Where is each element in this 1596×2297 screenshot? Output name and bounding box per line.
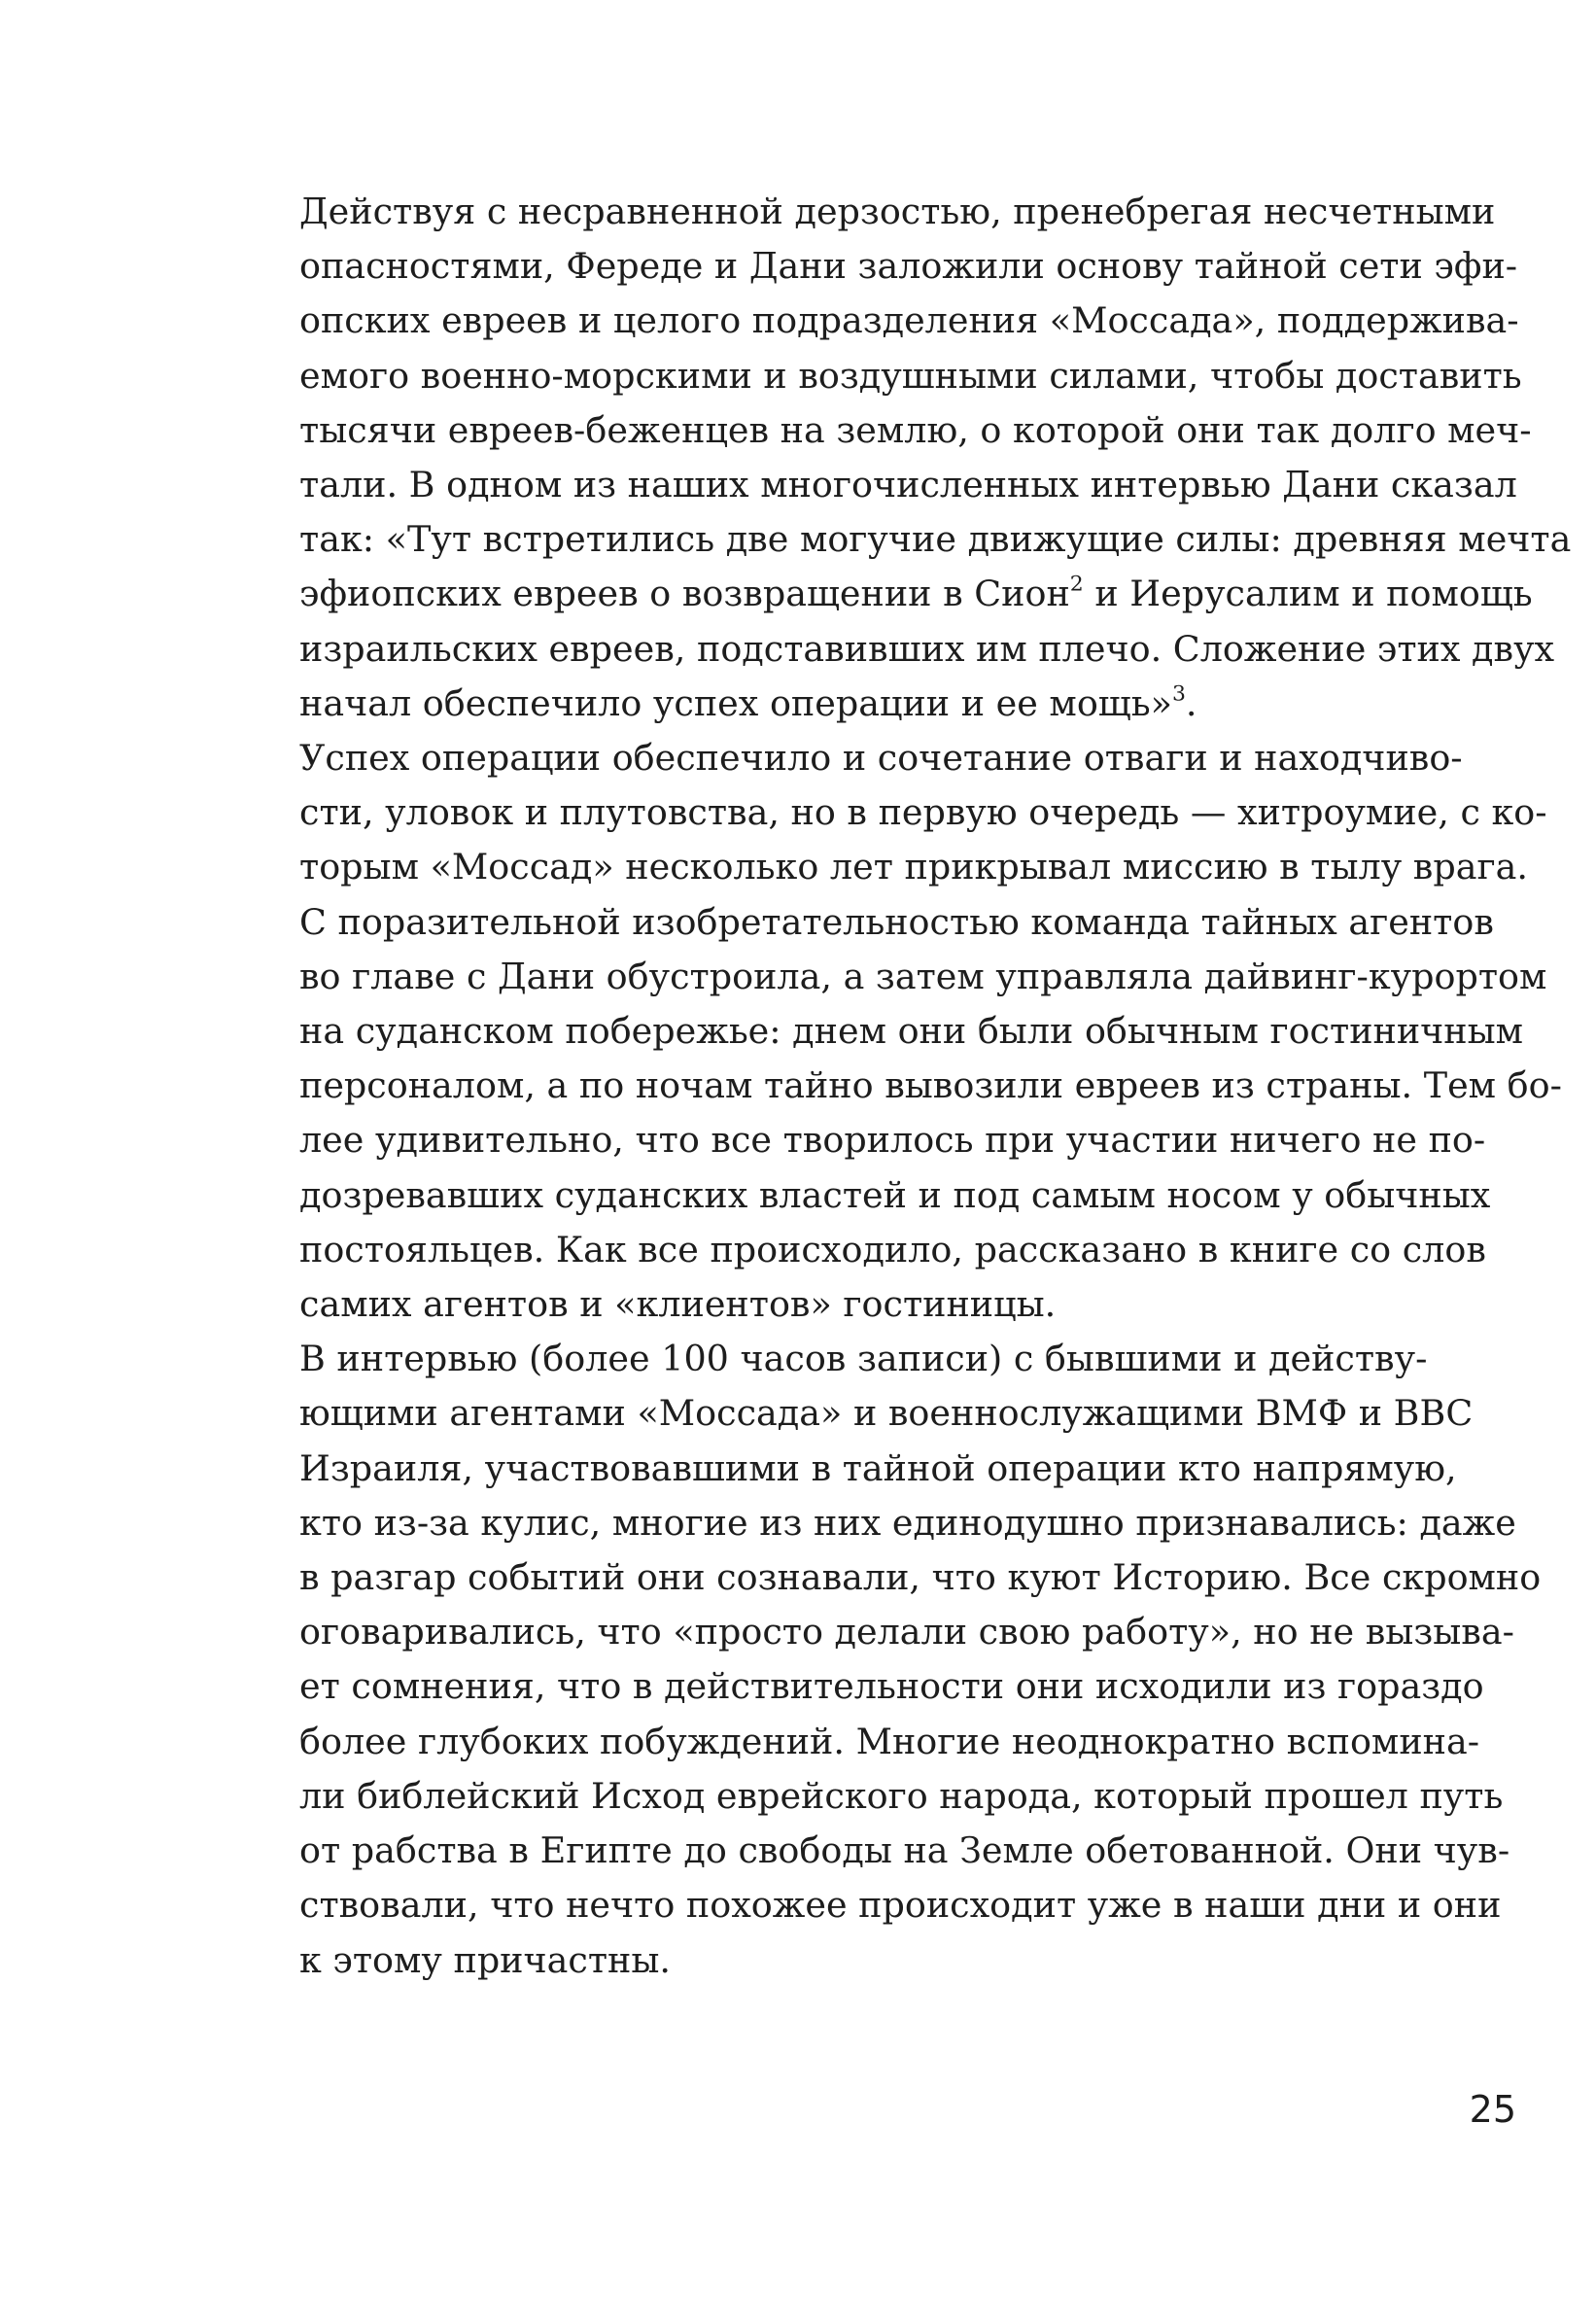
text-line: дозревавших суданских властей и под самым носом у обычных: [299, 1173, 1491, 1216]
footnote-marker[interactable]: 2: [1069, 573, 1084, 598]
text-line: лее удивительно, что все творилось при участии ничего не по-: [299, 1119, 1486, 1162]
text-line: Действуя с несравненной дерзостью, пренебрегая несчетными: [299, 191, 1496, 232]
text-line: тали. В одном из наших многочисленных интервью Дани сказал: [299, 464, 1517, 506]
text-line: постояльцев. Как все происходило, рассказано в книге со слов: [299, 1228, 1486, 1270]
text-line: ствовали, что нечто похожее происходит уже в наши дни и они: [299, 1884, 1502, 1927]
text-line: Успех операции обеспечило и сочетание отваги и находчиво-: [299, 737, 1463, 780]
text-line: сти, уловок и плутовства, но в первую очередь — хитроумие, с ко-: [299, 791, 1547, 834]
text-line: ли библейский Исход еврейского народа, который прошел путь: [299, 1774, 1504, 1817]
page-number: 25: [1469, 2088, 1516, 2131]
text-line: кто из-за кулис, многие из них единодушно признавались: даже: [299, 1501, 1516, 1544]
text-line: во главе с Дани обустроила, а затем управляла дайвинг-курортом: [299, 955, 1547, 997]
text-line: на суданском побережье: днем они были обычным гостиничным: [299, 1010, 1524, 1053]
text-line: С поразительной изобретательностью команда тайных агентов: [299, 900, 1494, 943]
text-line: ющими агентами «Моссада» и военнослужащими ВМФ и ВВС: [299, 1392, 1474, 1435]
text-line: так: «Тут встретились две могучие движущие силы: древняя мечта: [299, 518, 1572, 561]
text-line: [231, 677, 1388, 731]
text-line: торым «Моссад» несколько лет прикрывал миссию в тылу врага.: [299, 846, 1528, 888]
paragraph-1: [231, 185, 1572, 731]
text-line: оговаривались, что «просто делали свою работу», но не вызыва-: [299, 1611, 1514, 1653]
text-line: в разгар событий они сознавали, что куют Историю. Все скромно: [299, 1556, 1542, 1599]
text-line: более глубоких побуждений. Многие неоднократно вспомина-: [299, 1720, 1480, 1762]
text-line: В интервью (более 100 часов записи) с бывшими и действу-: [299, 1338, 1428, 1380]
text-fragment: и Иерусалим и помощь: [1083, 573, 1533, 615]
text-line: израильских евреев, подставивших им плечо. Сложение этих двух: [299, 627, 1555, 670]
text-line: самих агентов и «клиентов» гостиницы.: [299, 1283, 1057, 1326]
text-line: емого военно-морскими и воздушными силами, чтобы доставить: [299, 354, 1522, 397]
text-line: ет сомнения, что в действительности они исходили из гораздо: [299, 1665, 1484, 1708]
body-text: [231, 185, 1572, 1988]
text-fragment: .: [1185, 681, 1197, 724]
text-line: [231, 567, 1533, 621]
text-fragment: начал обеспечило успех операции и ее мощь»: [299, 681, 1172, 724]
text-line: от рабства в Египте до свободы на Земле обетованной. Они чув-: [299, 1829, 1510, 1872]
text-line: опасностями, Фереде и Дани заложили основу тайной сети эфи-: [299, 245, 1518, 288]
paragraph-3: [231, 1332, 1542, 1987]
footnote-marker[interactable]: 3: [1171, 681, 1186, 707]
text-line: персоналом, а по ночам тайно вывозили евреев из страны. Тем бо-: [299, 1064, 1562, 1107]
text-line: Израиля, участвовавшими в тайной операции кто напрямую,: [299, 1446, 1457, 1489]
paragraph-2: [231, 731, 1562, 1332]
text-fragment: эфиопских евреев о возвращении в Сион: [299, 573, 1070, 615]
text-line: к этому причастны.: [299, 1938, 672, 1981]
text-line: тысячи евреев-беженцев на землю, о которой они так долго меч-: [299, 408, 1532, 451]
text-line: опских евреев и целого подразделения «Моссада», поддержива-: [299, 299, 1519, 342]
